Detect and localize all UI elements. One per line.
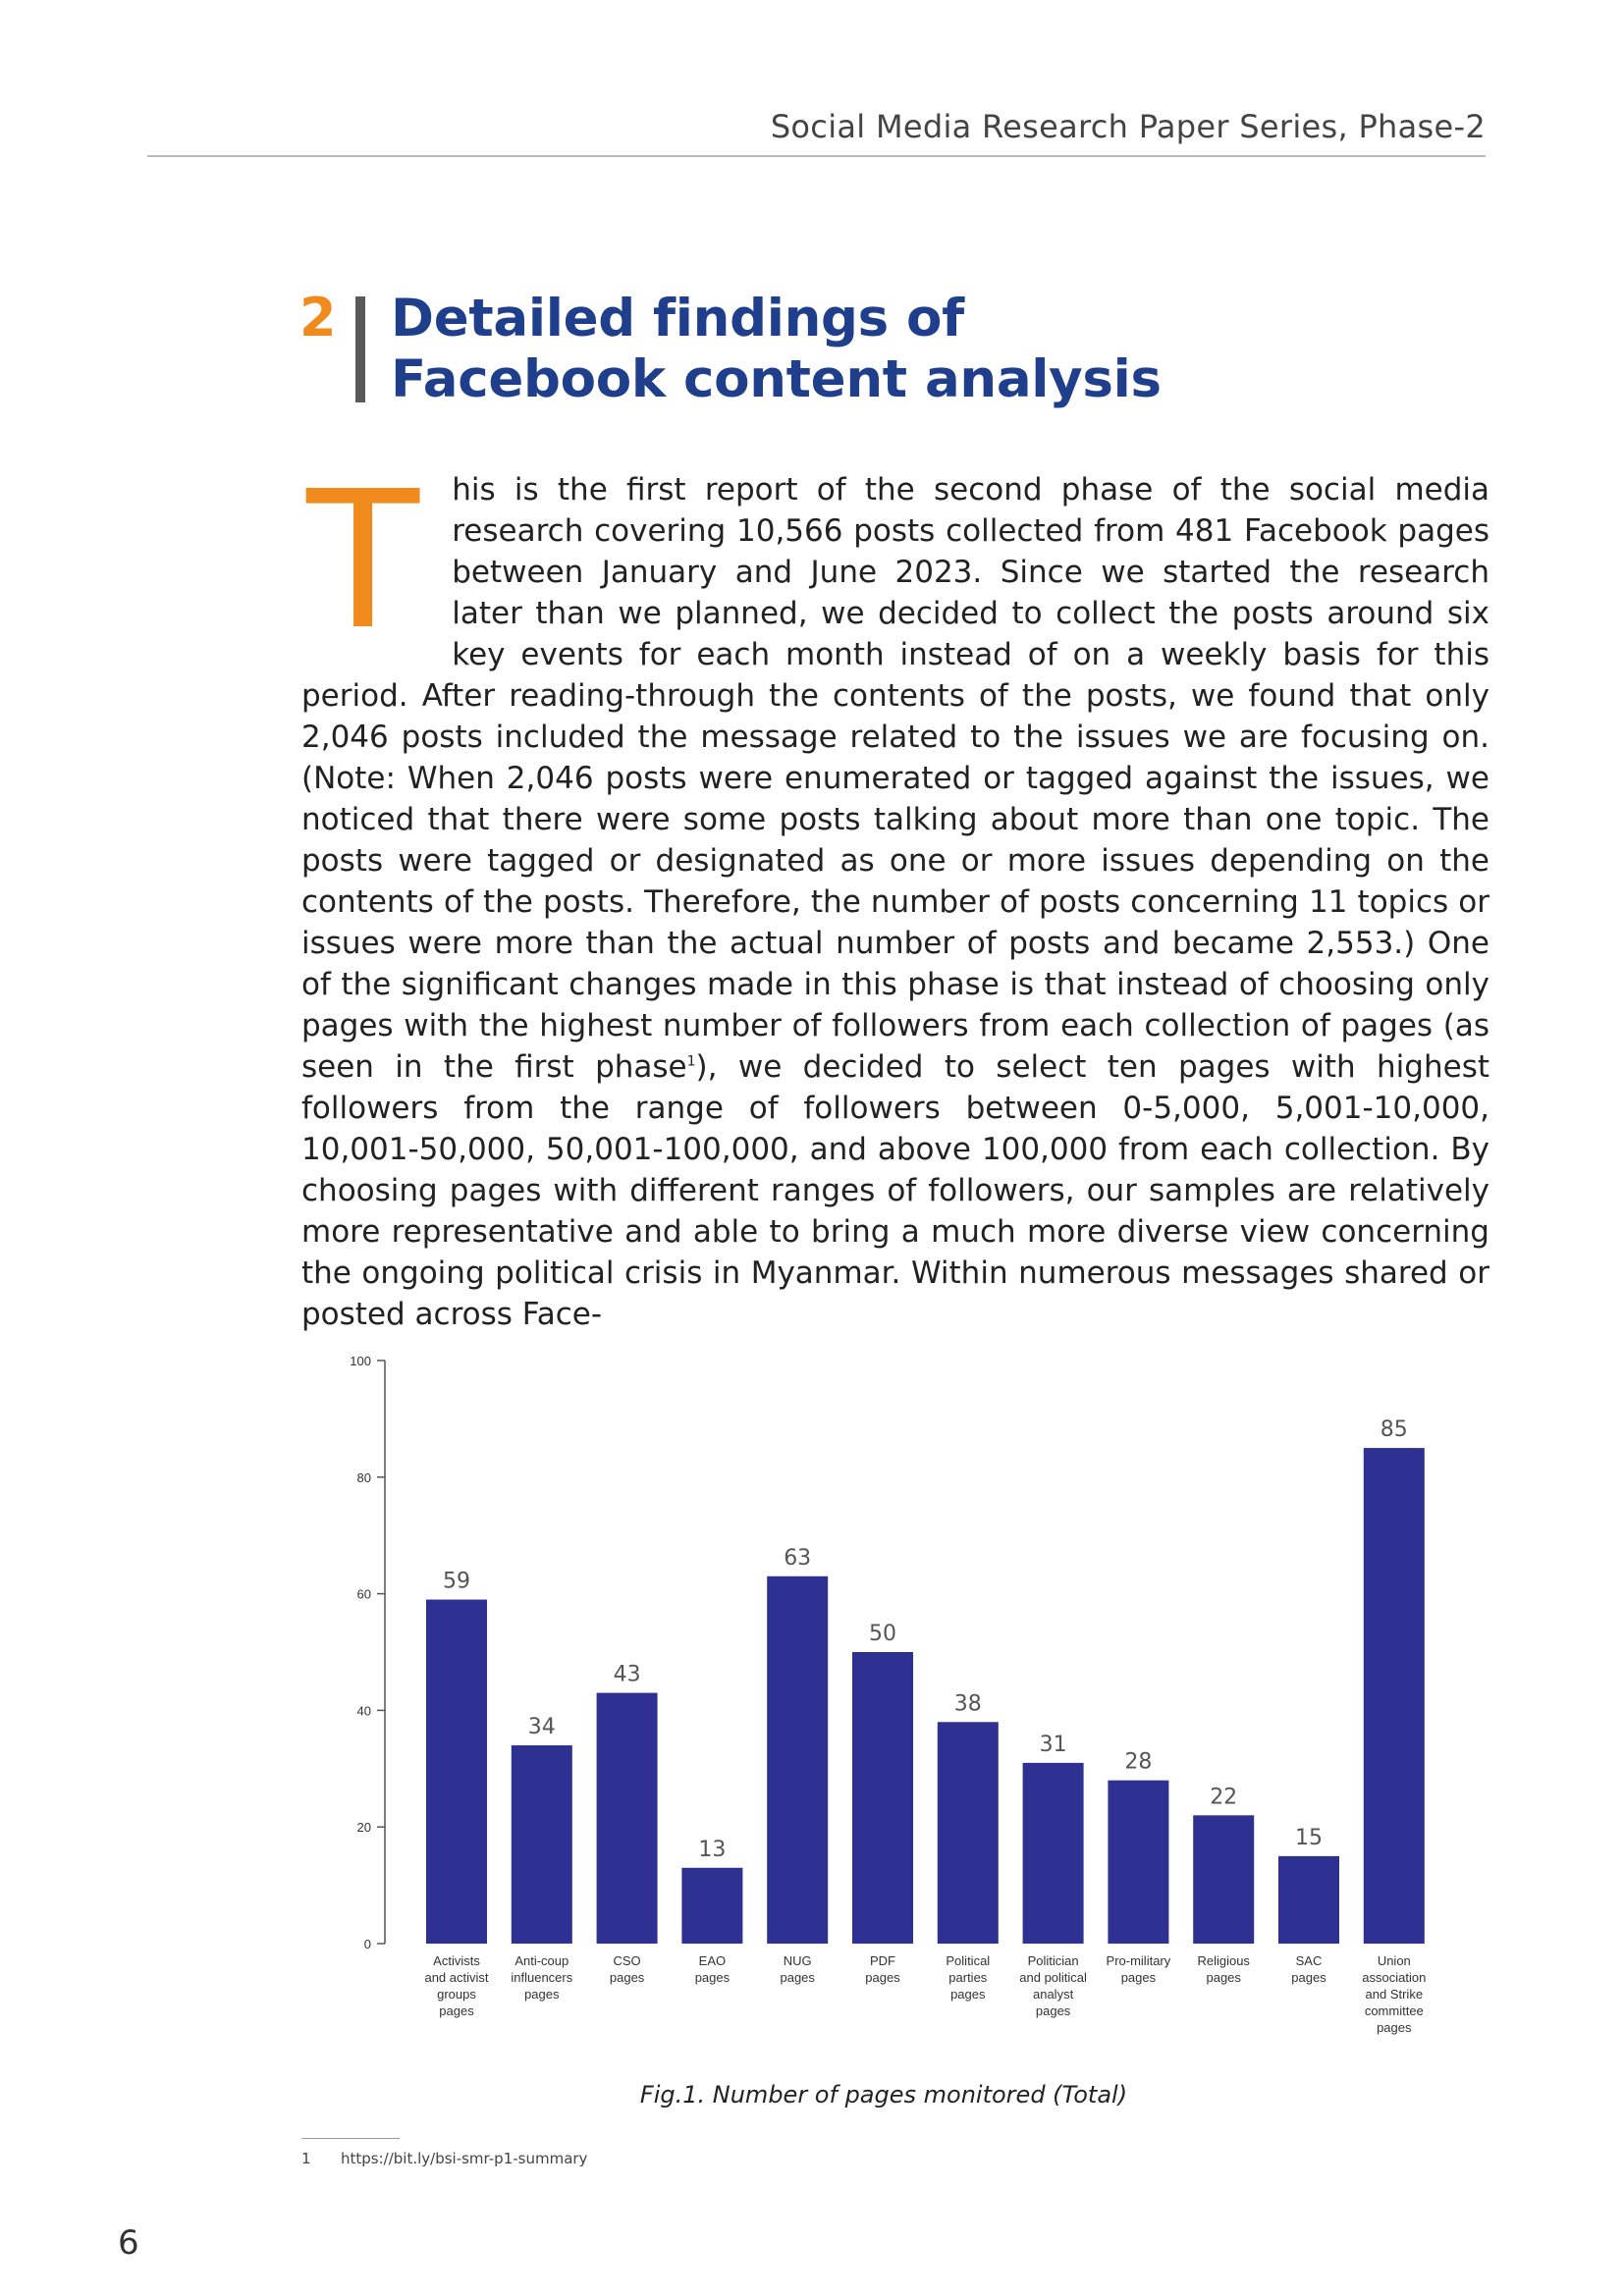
- bar: [681, 1868, 742, 1944]
- x-category-label: [865, 1953, 900, 1985]
- bar: [1023, 1763, 1084, 1944]
- x-category-label-line: pages: [1035, 2003, 1071, 2018]
- x-category-label-line: SAC: [1295, 1953, 1323, 1968]
- section-divider-bar: [355, 296, 365, 402]
- x-category-label-line: pages: [1377, 2020, 1412, 2035]
- x-category-label-line: pages: [1291, 1970, 1326, 1985]
- bar: [1108, 1781, 1168, 1944]
- x-category-label: [1362, 1953, 1426, 2035]
- x-category-label: [946, 1953, 990, 2002]
- x-category-label: [511, 1953, 572, 2002]
- x-category-label-line: Anti-coup: [514, 1953, 569, 1968]
- x-category-label-line: pages: [1206, 1970, 1241, 1985]
- bar: [1278, 1856, 1339, 1944]
- x-category-label-line: Religious: [1197, 1953, 1250, 1968]
- x-category-label-line: and Strike: [1365, 1987, 1424, 2002]
- body-paragraph: [301, 445, 1489, 1335]
- body-text-part-2: ), we decided to select ten pages with highest followers from the range of followers between 0-5,000, 5,001-10,000, 10,001-50,000, 50,001-100,000, and above 100,000 from each collection. By choosing pages with different ranges of followers, our samples are relatively more representative and able to bring a much more diverse view concerning the ongoing political crisis in Myanmar. Within numerous messages shared or posted across Face-: [301, 1049, 1489, 1332]
- x-category-label: [1107, 1953, 1171, 1985]
- y-tick-label: 20: [356, 1820, 371, 1836]
- x-category-label-line: groups: [437, 1987, 476, 2002]
- bar-chart: [314, 1335, 1434, 2081]
- x-category-label: [1197, 1953, 1250, 1985]
- bar-value-label: 50: [869, 1622, 896, 1646]
- figure-caption: Fig.1. Number of pages monitored (Total): [639, 2081, 1128, 2109]
- footnote: [301, 2150, 587, 2167]
- x-category-label-line: NUG: [783, 1953, 812, 1968]
- bar: [426, 1600, 487, 1944]
- drop-cap: T: [301, 445, 425, 669]
- section-title-line-2: Facebook content analysis: [391, 349, 1162, 409]
- y-tick-label: 0: [363, 1937, 371, 1951]
- x-category-label-line: PDF: [870, 1953, 895, 1968]
- page-number: 6: [118, 2223, 139, 2263]
- x-category-label-line: pages: [609, 1970, 645, 1985]
- x-category-label-line: association: [1362, 1970, 1427, 1985]
- x-category-label-line: Activists: [433, 1953, 480, 1968]
- x-category-label: [424, 1953, 488, 2018]
- y-tick-label: 60: [356, 1586, 371, 1602]
- x-category-label: [1291, 1953, 1326, 1985]
- y-tick-label: 40: [356, 1703, 371, 1719]
- footnote-link[interactable]: https://bit.ly/bsi-smr-p1-summary: [341, 2150, 588, 2167]
- bar-value-label: 15: [1295, 1825, 1323, 1850]
- x-category-label: [695, 1953, 731, 1985]
- bar-value-label: 22: [1210, 1785, 1238, 1810]
- bar: [767, 1576, 828, 1944]
- bar: [938, 1722, 999, 1944]
- x-category-label-line: influencers: [511, 1970, 573, 1985]
- x-category-label-line: parties: [948, 1970, 988, 1985]
- x-category-label-line: pages: [780, 1970, 815, 1985]
- x-category-label-line: Pro-military: [1106, 1953, 1171, 1968]
- bar-value-label: 13: [698, 1837, 727, 1862]
- y-tick-label: 80: [356, 1469, 371, 1485]
- footnote-number: 1: [301, 2150, 311, 2167]
- x-category-label-line: committee: [1364, 2003, 1424, 2018]
- bar: [852, 1652, 913, 1944]
- x-category-label-line: pages: [524, 1987, 560, 2002]
- footnote-rule: [301, 2138, 400, 2139]
- bar-value-label: 28: [1124, 1749, 1153, 1775]
- x-category-label: [610, 1953, 645, 1985]
- x-category-label-line: pages: [1120, 1970, 1157, 1985]
- y-tick-label: 100: [350, 1354, 371, 1368]
- x-category-label-line: Politician: [1027, 1953, 1079, 1968]
- x-category-label-line: CSO: [613, 1953, 641, 1968]
- body-text-part-1: his is the first report of the second phase of the social media research covering 10,566 posts collected from 481 Facebook pages between January and June 2023. Since we started the research later than we planned, we decided to collect the posts around six key events for each month instead of on a weekly basis for this period. After reading-through the contents of the posts, we found that only 2,046 posts included the message related to the issues we are focusing on. (Note: When 2,046 posts were enumerated or tagged against the issues, we noticed that there were some posts talking about more than one topic. The posts were tagged or designated as one or more issues depending on the contents of the posts. Therefore, the number of posts concerning 11 topics or issues were more than the actual number of posts and became 2,553.) One of the significant changes made in this phase is that instead of choosing only pages with the highest number of followers from each collection of pages (as seen in the first phase: [301, 472, 1489, 1085]
- x-category-label: [780, 1953, 815, 1985]
- bar-value-label: 43: [613, 1662, 641, 1687]
- x-category-label-line: and activist: [424, 1970, 489, 1985]
- x-category-label-line: and political: [1019, 1970, 1087, 1985]
- x-category-label-line: Union: [1377, 1953, 1411, 1968]
- bar-value-label: 38: [953, 1691, 982, 1717]
- bar: [597, 1693, 658, 1944]
- x-category-label-line: analyst: [1032, 1987, 1074, 2002]
- bar-value-label: 85: [1380, 1417, 1408, 1443]
- footnote-reference[interactable]: 1: [686, 1053, 696, 1070]
- x-category-label-line: Political: [946, 1953, 991, 1968]
- section-title-line-1: Detailed findings of: [391, 289, 964, 348]
- x-category-label-line: EAO: [698, 1953, 727, 1968]
- x-category-label-line: pages: [439, 2003, 474, 2018]
- bar-value-label: 31: [1039, 1732, 1067, 1757]
- section-number: 2: [299, 287, 337, 348]
- bar-value-label: 34: [527, 1715, 556, 1740]
- section-title: [391, 289, 1162, 410]
- x-category-label: [1019, 1953, 1087, 2018]
- x-category-label-line: pages: [865, 1970, 900, 1985]
- bar-value-label: 59: [443, 1569, 470, 1594]
- header-rule: [147, 155, 1486, 157]
- bar: [1364, 1448, 1425, 1944]
- x-category-label-line: pages: [950, 1987, 986, 2002]
- bar-value-label: 63: [784, 1545, 812, 1571]
- bar: [1193, 1815, 1254, 1944]
- x-category-label-line: pages: [694, 1970, 731, 1985]
- bar: [512, 1745, 572, 1944]
- running-header: Social Media Research Paper Series, Phase-2: [770, 108, 1486, 145]
